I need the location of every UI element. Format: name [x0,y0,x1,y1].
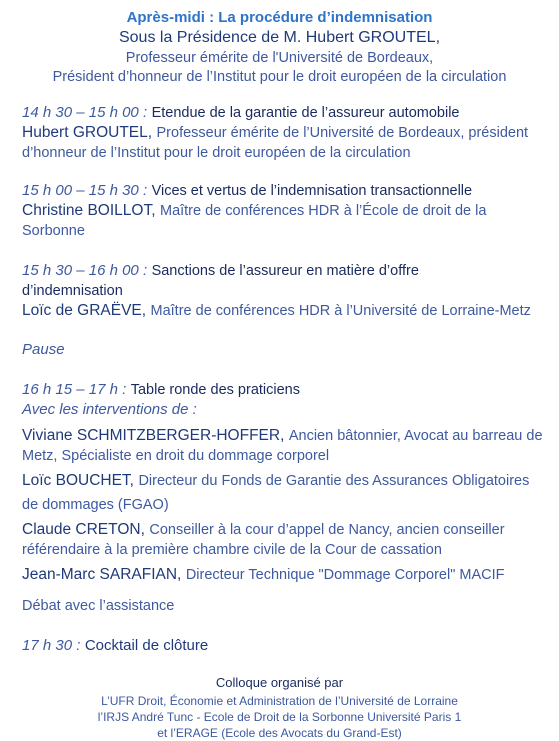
participant [22,470,542,516]
speaker-name: Christine BOILLOT, [22,202,156,219]
pause-label: Pause [22,341,65,358]
participant-description: Directeur du Fonds de Garantie des Assurances Obligatoires [138,473,530,489]
participant [22,425,542,467]
session-time: 15 h 30 – 16 h 00 : [22,262,148,279]
debate-label: Débat avec l’assistance [22,598,175,614]
speaker-name: Hubert GROUTEL, [22,124,153,141]
presidence-line: Sous la Présidence de M. Hubert GROUTEL, [118,29,441,46]
cocktail-time: 17 h 30 : [22,637,81,654]
speaker-description-cont: Sorbonne [22,223,85,239]
participant-description: Conseiller à la cour d’appel de Nancy, ancien conseiller [149,522,505,538]
organisation-line-2: l’IRJS André Tunc - Ecole de Droit de la Sorbonne Université Paris 1 [97,710,462,724]
participant-description-cont: de dommages (FGAO) [22,497,169,513]
session-time: 15 h 00 – 15 h 30 : [22,182,148,199]
cocktail-label: Cocktail de clôture [84,637,209,654]
roundtable-topic: Table ronde des praticiens [130,382,300,398]
roundtable-time: 16 h 15 – 17 h : [22,381,127,398]
session-1 [22,103,542,163]
participant-description-cont: Metz, Spécialiste en droit du dommage corporel [22,448,330,464]
participant-description: Directeur Technique "Dommage Corporel" MACIF [185,567,505,583]
speaker-description: Maître de conférences HDR à l’École de droit de la [159,203,487,219]
organisation-title: Colloque organisé par [215,675,344,690]
session-time: 14 h 30 – 15 h 00 : [22,104,148,121]
session-topic-cont: d’indemnisation [22,283,123,299]
participant-name: Loïc BOUCHET, [22,472,134,489]
speaker-description-cont: d’honneur de l’Institut pour le droit européen de la circulation [22,145,411,161]
participant-name: Claude CRETON, [22,521,145,538]
participant-name: Jean-Marc SARAFIAN, [22,566,182,583]
participant-name: Viviane SCHMITZBERGER-HOFFER, [22,427,285,444]
closing-cocktail [22,636,542,656]
speaker-description: Professeur émérite de l’Université de Bordeaux, président [156,125,529,141]
participant [22,519,542,561]
participant-description-cont: référendaire à la première chambre civile de la Cour de cassation [22,542,442,558]
president-honor-line: Président d’honneur de l’Institut pour le droit européen de la circulation [52,69,507,85]
roundtable-intro: Avec les interventions de : [22,401,197,418]
afternoon-title: Après-midi : La procédure d’indemnisation [126,9,433,26]
organisation-line-3: et l’ERAGE (Ecole des Avocats du Grand-Est) [157,726,402,740]
session-topic: Etendue de la garantie de l’assureur automobile [151,105,460,121]
speaker-name: Loïc de GRAËVE, [22,302,147,319]
speaker-description: Maître de conférences HDR à l’Université de Lorraine-Metz [150,303,531,319]
president-title-line: Professeur émérite de l'Université de Bordeaux, [125,50,434,66]
roundtable [22,380,542,420]
participant [22,564,542,585]
participant-description: Ancien bâtonnier, Avocat au barreau de [288,428,543,444]
session-2 [22,181,542,241]
participants-list [22,425,542,588]
session-3 [22,261,542,321]
session-topic: Vices et vertus de l’indemnisation transactionnelle [151,183,473,199]
organisation-line-1: L’UFR Droit, Économie et Administration de l’Université de Lorraine [101,694,458,708]
session-topic: Sanctions de l’assureur en matière d’offre [151,263,419,279]
